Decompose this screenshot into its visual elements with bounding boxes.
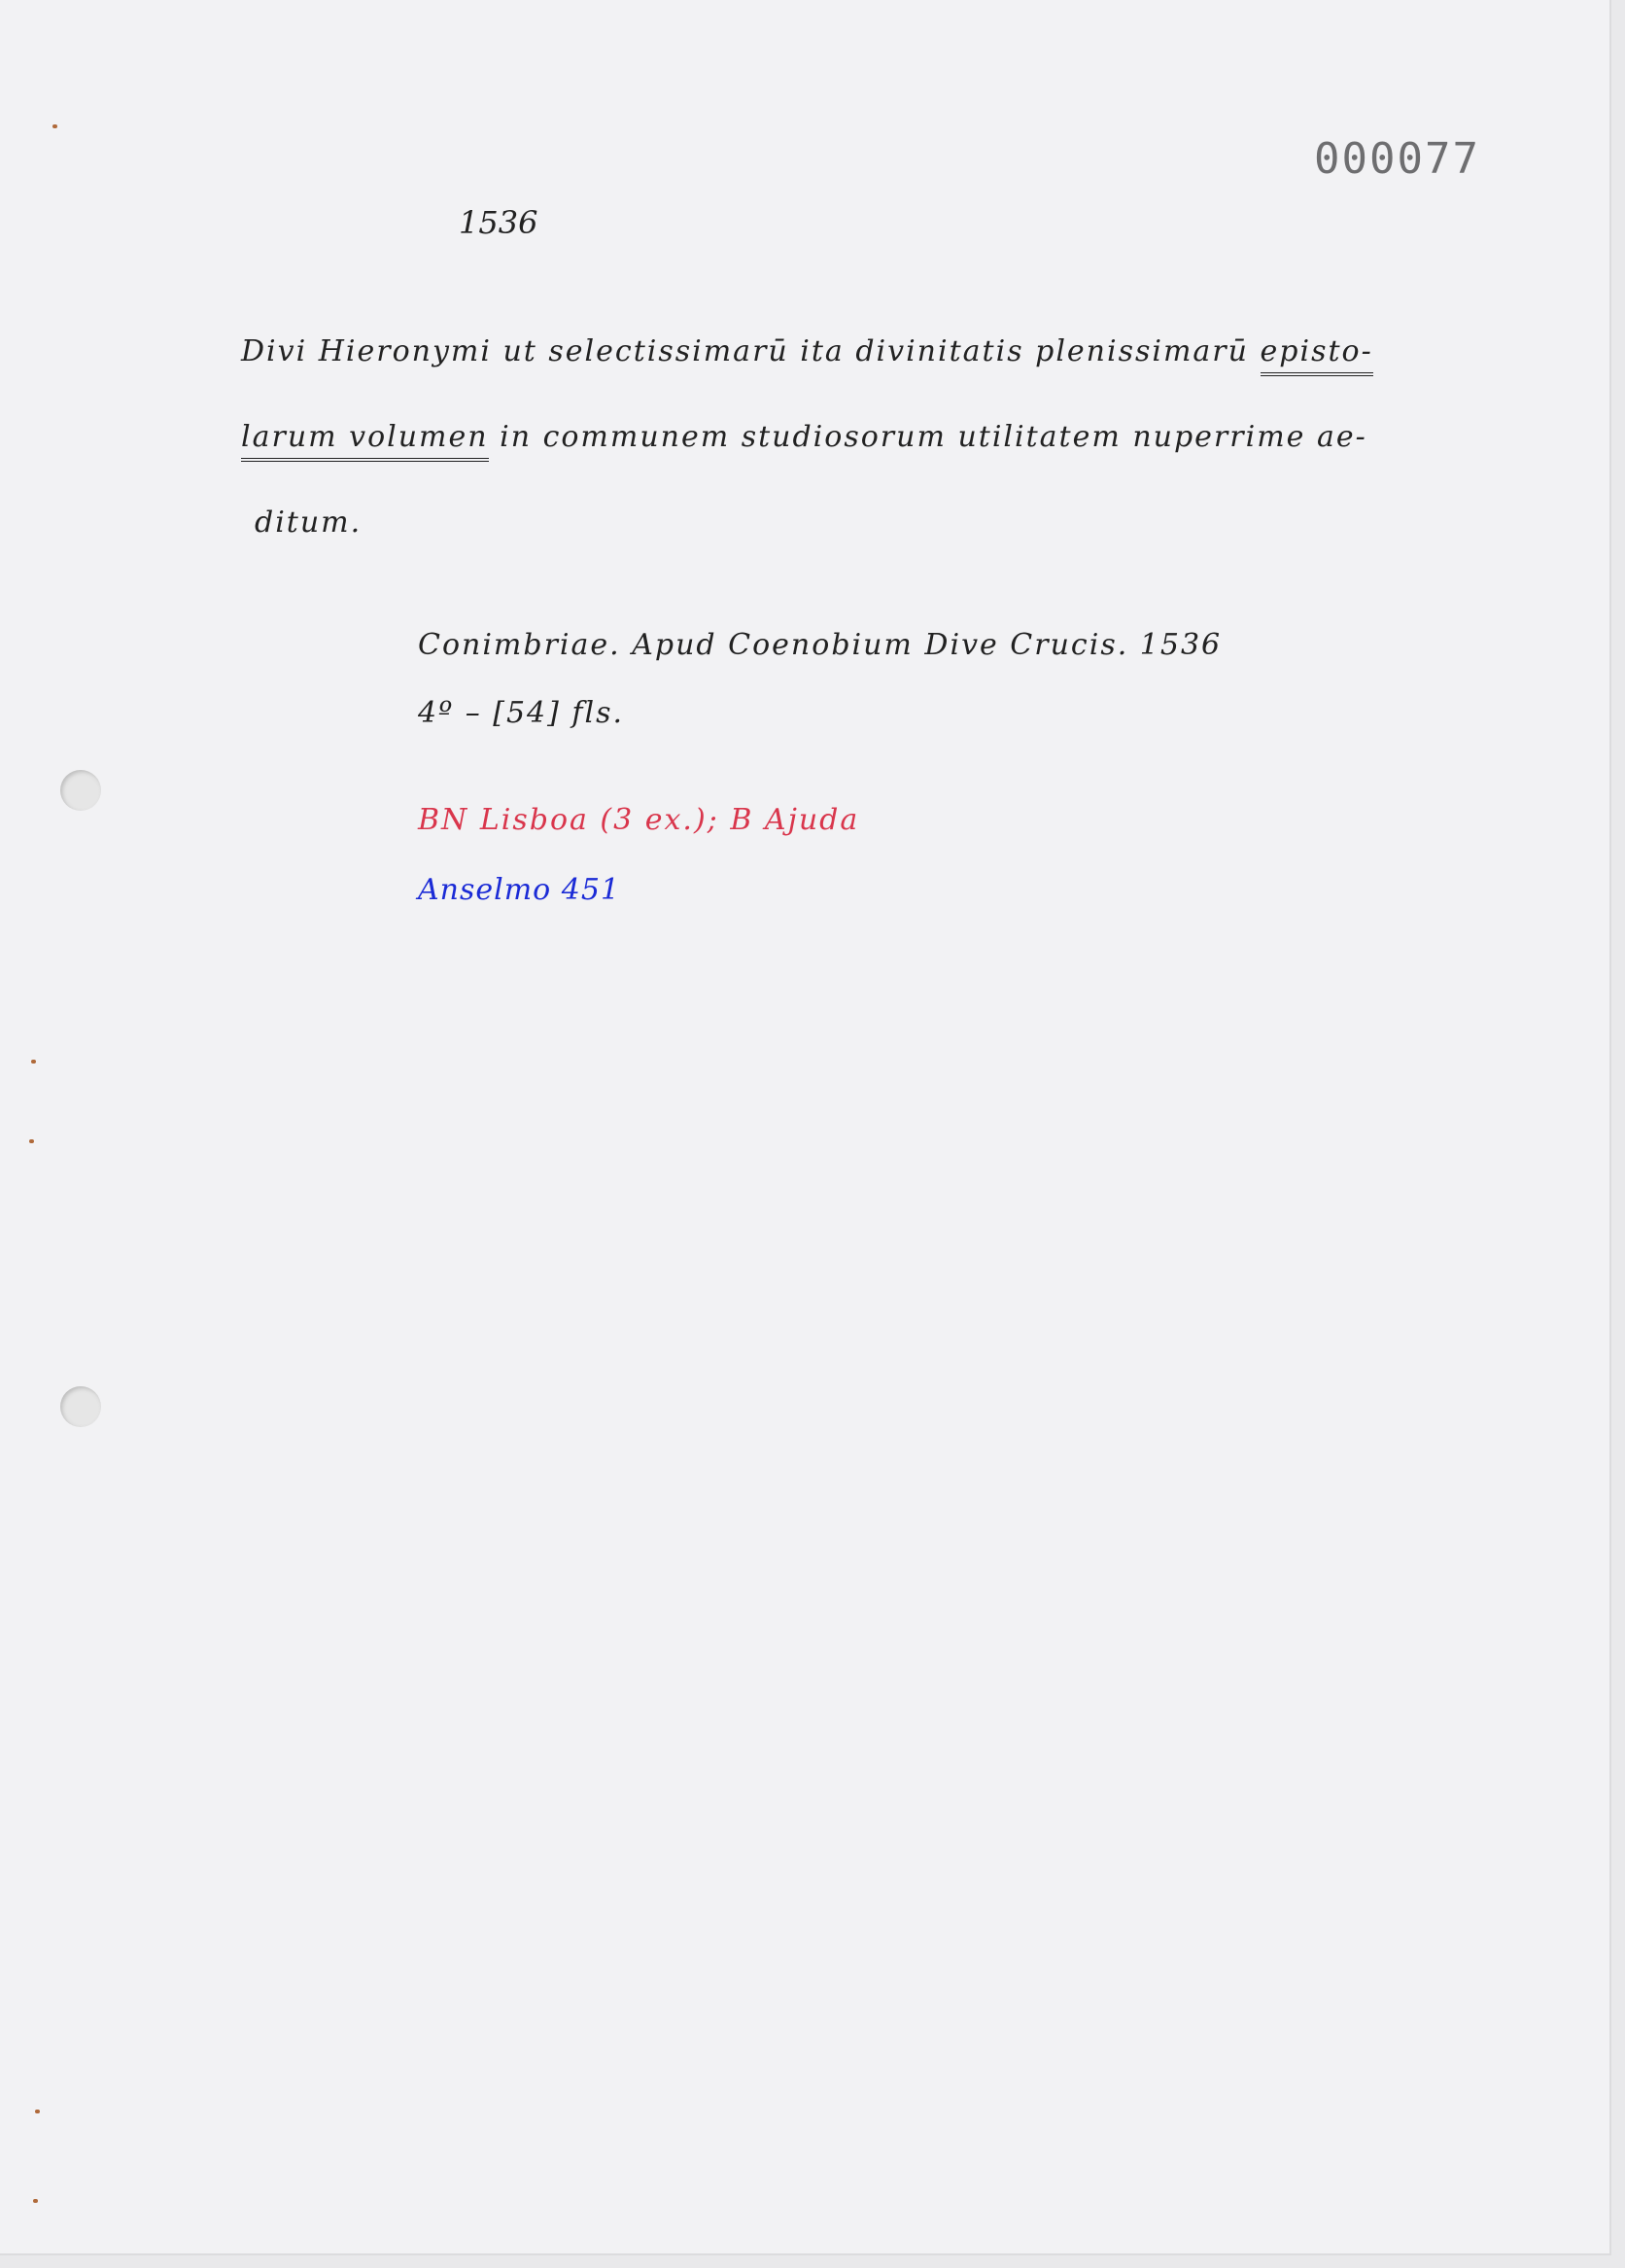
imprint-place: Conimbriae. Apud Coenobium Dive Crucis. 1536: [418, 628, 1223, 662]
title-line-2: [241, 420, 1367, 454]
title-underlined: episto-: [1261, 334, 1373, 376]
paper-speck: [29, 1139, 34, 1143]
punch-hole-top: [60, 770, 101, 811]
title-line-3: ditum.: [255, 506, 363, 540]
paper-speck: [35, 2110, 40, 2113]
imprint-format: 4º – [54] fls.: [418, 696, 625, 730]
paper-speck: [31, 1060, 36, 1064]
year-heading: 1536: [459, 204, 538, 241]
punch-hole-bottom: [60, 1386, 101, 1427]
title-underlined: larum volumen: [241, 420, 489, 462]
title-text: Divi Hieronymi ut selectissimarū ita divinitatis plenissimarū: [241, 334, 1261, 368]
title-text: in communem studiosorum utilitatem nuperrime ae-: [488, 420, 1367, 454]
title-line-1: [241, 334, 1373, 368]
holdings-locations: BN Lisboa (3 ex.); B Ajuda: [418, 803, 860, 837]
bibliographic-reference: Anselmo 451: [418, 873, 621, 907]
paper-speck: [33, 2199, 38, 2203]
stamp-number: 000077: [1314, 134, 1480, 184]
paper-speck: [52, 124, 57, 128]
